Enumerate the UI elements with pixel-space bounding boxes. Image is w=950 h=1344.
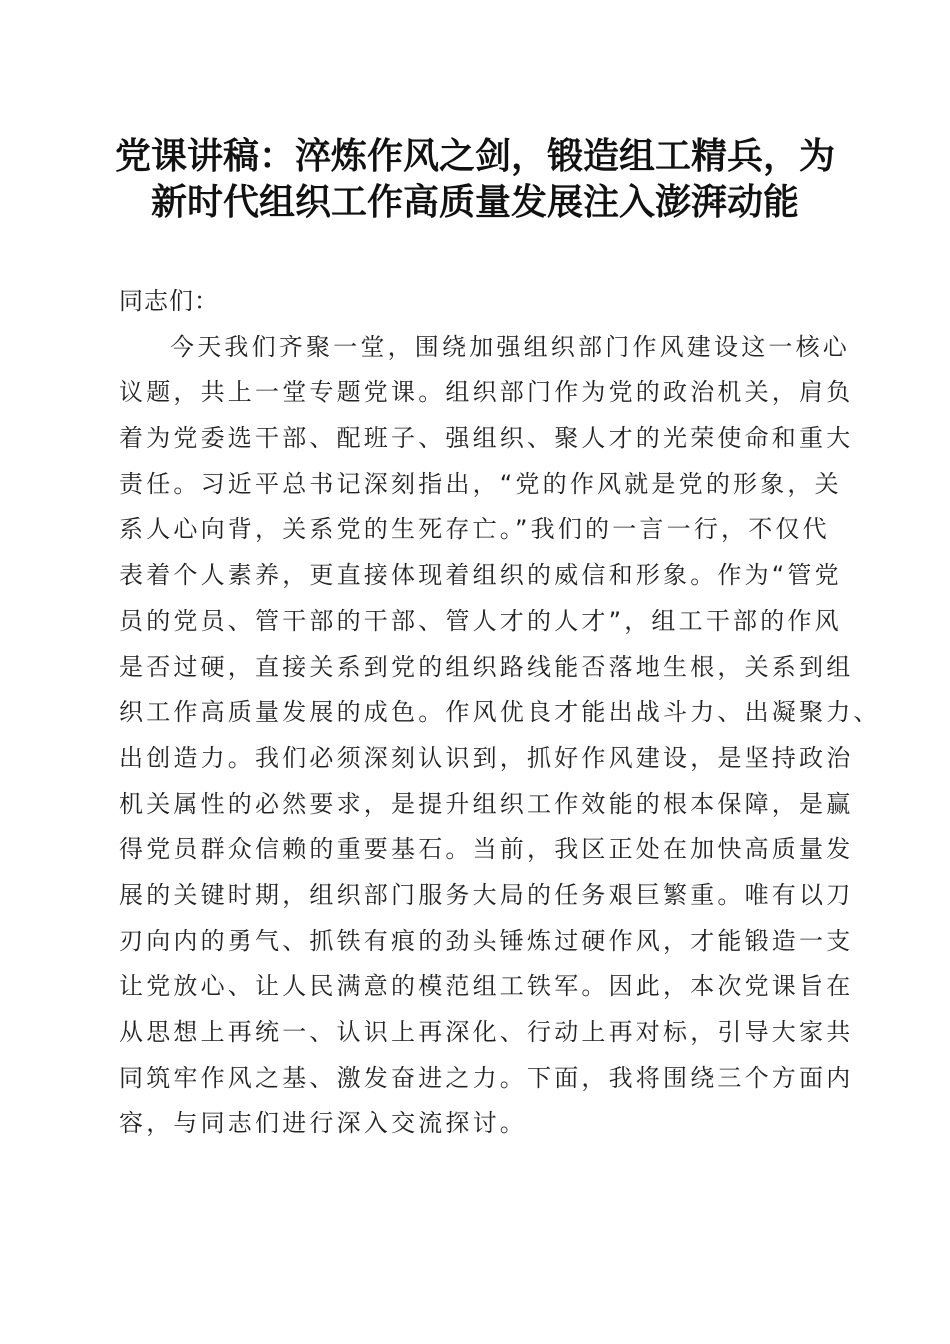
paragraph-line: 表着个人素养，更直接体现着组织的威信和形象。作为“管党 bbox=[119, 561, 842, 590]
paragraph-line: 系人心向背，关系党的生死存亡。”我们的一言一行，不仅代 bbox=[119, 515, 830, 544]
paragraph-line: 是否过硬，直接关系到党的组织路线能否落地生根，关系到组 bbox=[119, 652, 854, 681]
document-body bbox=[119, 279, 881, 1147]
title-line-1: 党课讲稿：淬炼作风之剑，锻造组工精兵，为 bbox=[114, 135, 835, 177]
paragraph-line: 议题，共上一堂专题党课。组织部门作为党的政治机关，肩负 bbox=[119, 378, 854, 407]
body-paragraph bbox=[119, 325, 881, 1147]
paragraph-line: 同筑牢作风之基、激发奋进之力。下面，我将围绕三个方面内 bbox=[119, 1063, 854, 1092]
paragraph-line: 着为党委选干部、配班子、强组织、聚人才的光荣使命和重大 bbox=[119, 424, 854, 453]
paragraph-line: 从思想上再统一、认识上再深化、行动上再对标，引导大家共 bbox=[119, 1018, 854, 1046]
title-line-2: 新时代组织工作高质量发展注入澎湃动能 bbox=[150, 181, 799, 223]
paragraph-line: 责任。习近平总书记深刻指出，“党的作风就是党的形象，关 bbox=[119, 469, 842, 498]
paragraph-line: 得党员群众信赖的重要基石。当前，我区正处在加快高质量发 bbox=[119, 835, 854, 864]
paragraph-line: 展的关键时期，组织部门服务大局的任务艰巨繁重。唯有以刀 bbox=[119, 880, 854, 909]
paragraph-line: 让党放心、让人民满意的模范组工铁军。因此，本次党课旨在 bbox=[119, 972, 854, 1001]
paragraph-line: 出创造力。我们必须深刻认识到，抓好作风建设，是坚持政治 bbox=[119, 743, 854, 772]
paragraph-line: 机关属性的必然要求，是提升组织工作效能的根本保障，是赢 bbox=[119, 789, 854, 818]
salutation: 同志们： bbox=[119, 287, 219, 315]
paragraph-line: 员的党员、管干部的干部、管人才的人才”，组工干部的作风 bbox=[119, 606, 842, 635]
paragraph-line: 今天我们齐聚一堂，围绕加强组织部门作风建设这一核心 bbox=[170, 332, 850, 361]
paragraph-line: 织工作高质量发展的成色。作风优良才能出战斗力、出凝聚力、 bbox=[119, 698, 881, 727]
paragraph-line: 容，与同志们进行深入交流探讨。 bbox=[119, 1109, 527, 1138]
paragraph-line: 刃向内的勇气、抓铁有痕的劲头锤炼过硬作风，才能锻造一支 bbox=[119, 926, 854, 955]
document-title bbox=[100, 133, 850, 225]
